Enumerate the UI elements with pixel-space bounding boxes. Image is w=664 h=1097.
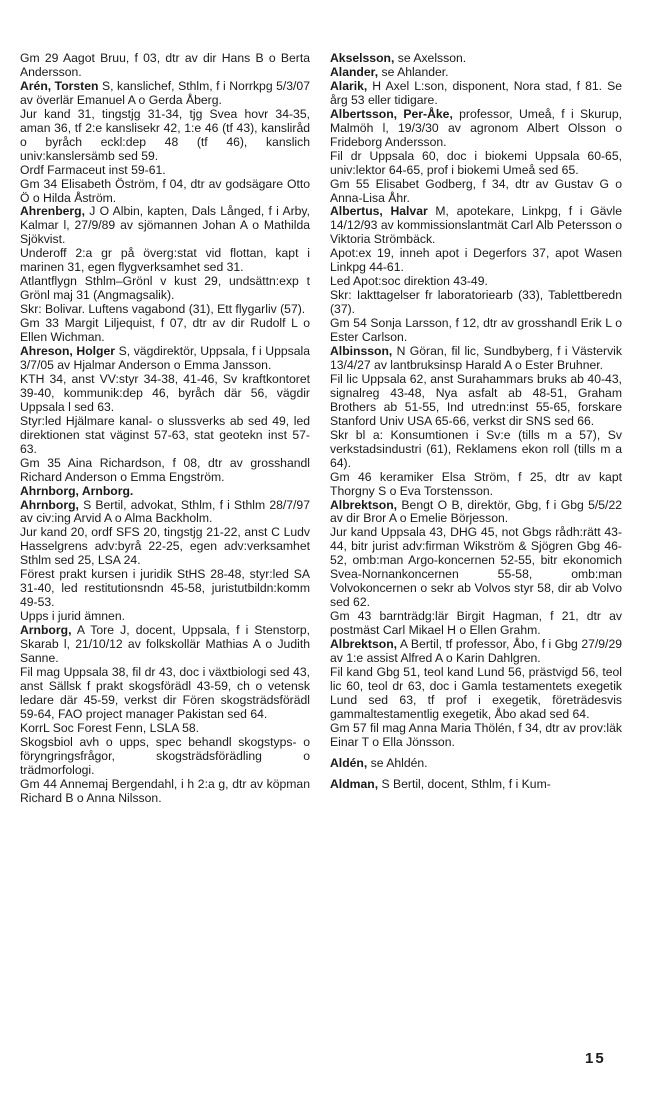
entry-name: Aldman, bbox=[330, 776, 379, 791]
entry-name: Ahreson, Holger bbox=[20, 344, 116, 359]
entry-heading-line bbox=[330, 108, 622, 150]
entry-heading-line bbox=[330, 80, 622, 108]
entry-heading-line bbox=[20, 345, 310, 373]
entry-name: Albinsson, bbox=[330, 344, 393, 359]
entry-text: J O Albin, kapten, Dals Långed, f i Arby, Kalmar l, 27/9/89 av sjömannen Johan A o Mathilda Sjökvist. bbox=[20, 204, 310, 247]
entry-heading-line bbox=[20, 624, 310, 666]
entry-heading-line bbox=[330, 52, 622, 66]
entry-text-line bbox=[20, 526, 310, 568]
entry-name: Arnborg, bbox=[20, 623, 72, 638]
entry-text-line bbox=[20, 373, 310, 415]
entry-text: Gm 46 keramiker Elsa Ström, f 25, dtr av kapt Thorgny S o Eva Torstensson. bbox=[330, 469, 622, 498]
entry-text-line bbox=[330, 471, 622, 499]
entry-text-line bbox=[330, 317, 622, 345]
entry-text-line bbox=[20, 778, 310, 806]
entry-text: Fil mag Uppsala 38, fil dr 43, doc i växtbiologi sed 43, anst Sällsk f prakt skogsförädl 43-59, ch o vetensk ledare där 45-59, verkst dir Fören skogsträdsförädl 59-64, FAO project manager Pakistan sed 64. bbox=[20, 664, 310, 721]
entry-text-line bbox=[20, 666, 310, 722]
entry-name: Albrektson, bbox=[330, 497, 398, 512]
entry-text-line bbox=[20, 317, 310, 345]
entry-text: Gm 57 fil mag Anna Maria Thölén, f 34, dtr av prov:läk Einar T o Ella Jönsson. bbox=[330, 720, 622, 749]
entry-text: KorrL Soc Forest Fenn, LSLA 58. bbox=[20, 720, 200, 735]
entry-text-line bbox=[330, 429, 622, 471]
entry-text: Upps i jurid ämnen. bbox=[20, 609, 125, 624]
entry-text-line bbox=[20, 415, 310, 457]
entry-text: Apot:ex 19, inneh apot i Degerfors 37, apot Wasen Linkpg 44-61. bbox=[330, 246, 622, 275]
entry-text: M, apotekare, Linkpg, f i Gävle 14/12/93 av kommissionslantmät Carl Alb Petersson o Viktoria Strömbäck. bbox=[330, 204, 622, 247]
entry-text: Gm 55 Elisabet Godberg, f 34, dtr av Gustav G o Anna-Lisa Åhr. bbox=[330, 176, 622, 205]
entry-heading-line bbox=[330, 66, 622, 80]
entry-text: Jur kand Uppsala 43, DHG 45, not Gbgs rådh:rätt 43-44, bitr jurist adv:firman Wikström & Sjögren Gbg 46-52, omb:man Argo-koncernen 52-55, bitr ekonomich Svea-Nornankoncernen 55-58, omb:man Volvokoncernen o sekr ab Volvos styr 58, dir ab Volvo sed 62. bbox=[330, 525, 622, 610]
entry-text: Styr:led Hjälmare kanal- o slussverks ab sed 49, led direktionen stat väginst 57-63, stat geotekn inst 57-63. bbox=[20, 413, 310, 456]
entry-text: Bengt O B, direktör, Gbg, f i Gbg 5/5/22 av dir Bror A o Emelie Börjesson. bbox=[330, 497, 622, 526]
entry-name: Albertsson, Per-Åke, bbox=[330, 106, 453, 121]
entry-text: Skr: Bolivar. Luftens vagabond (31), Ett flygarliv (57). bbox=[20, 302, 306, 317]
entry-name: Ahrenberg, bbox=[20, 204, 86, 219]
entry-text-line bbox=[20, 247, 310, 275]
entry-text: professor, Umeå, f i Skurup, Malmöh l, 19/3/30 av agronom Albert Olsson o Frideborg Andersson. bbox=[330, 106, 622, 149]
entry-name: Ahrnborg, Arnborg. bbox=[20, 483, 134, 498]
entry-text: Jur kand 31, tingstjg 31-34, tjg Svea hovr 34-35, aman 36, tf 2:e kanslisekr 42, 1:e 46 (tf 43), kansliråd o byråch eckl:dep 48 (tf 46), kanslich univ:kanslersämb sed 59. bbox=[20, 106, 310, 163]
entry-heading-line bbox=[20, 205, 310, 247]
entry-text: Förest prakt kursen i juridik StHS 28-48, styr:led SA 31-40, led restitutionsndn 45-58, juristutbildn:komm 49-53. bbox=[20, 567, 310, 610]
entry-text-line bbox=[330, 150, 622, 178]
entry-text-line bbox=[20, 722, 310, 736]
entry-text: Gm 54 Sonja Larsson, f 12, dtr av grosshandl Erik L o Ester Carlson. bbox=[330, 316, 622, 345]
entry-text-line bbox=[20, 178, 310, 206]
entry-name: Alarik, bbox=[330, 78, 368, 93]
entry-text: Fil dr Uppsala 60, doc i biokemi Uppsala 60-65, univ:lektor 64-65, prof i biokemi Umeå sed 65. bbox=[330, 148, 622, 177]
right-column bbox=[330, 52, 622, 792]
entry-text-line bbox=[20, 164, 310, 178]
entry-text: Gm 29 Aagot Bruu, f 03, dtr av dir Hans B o Berta Andersson. bbox=[20, 51, 310, 79]
entry-text: Gm 33 Margit Liljequist, f 07, dtr av dir Rudolf L o Ellen Wichman. bbox=[20, 316, 310, 345]
entry-text-line bbox=[330, 666, 622, 722]
entry-text: Skogsbiol avh o upps, spec behandl skogstyps- o föryngringsfrågor, skogsträdsförädling o trädmorfologi. bbox=[20, 734, 310, 777]
entry-text: S Bertil, advokat, Sthlm, f i Sthlm 28/7/97 av civ:ing Arvid A o Alma Backholm. bbox=[20, 497, 310, 526]
entry-text: se Axelsson. bbox=[394, 51, 467, 65]
entry-text-line bbox=[20, 108, 310, 164]
entry-text: Fil kand Gbg 51, teol kand Lund 56, prästvigd 56, teol lic 60, teol dr 63, doc i Gamla testamentets exegetik Lund sed 63, tf prof i exegetik, företrädesvis gammaltestamentlig exegetik, Åbo akad sed 64. bbox=[330, 664, 622, 721]
entry-text: Fil lic Uppsala 62, anst Surahammars bruks ab 40-43, signalreg 43-48, Nya asfalt ab 48-51, Graham Brothers ab 51-55, Ind utredn:inst 55-65, forskare Stanford Univ USA 65-66, verkst dir SNS sed 66. bbox=[330, 371, 622, 428]
entry-text-line bbox=[20, 736, 310, 778]
entry-text-line bbox=[20, 457, 310, 485]
entry-heading-line bbox=[330, 205, 622, 247]
entry-text-line bbox=[330, 178, 622, 206]
entry-text-line bbox=[330, 526, 622, 610]
entry-text: se Ahldén. bbox=[367, 755, 428, 770]
entry-text: Ordf Farmaceut inst 59-61. bbox=[20, 162, 166, 177]
entry-text: Jur kand 20, ordf SFS 20, tingstjg 21-22, anst C Ludv Hasselgrens adv:byrå 22-25, egen adv:verksamhet Sthlm sed 25, LSA 24. bbox=[20, 525, 310, 568]
entry-text: H Axel L:son, disponent, Nora stad, f 81. Se årg 53 eller tidigare. bbox=[330, 78, 622, 107]
entry-text: Gm 44 Annemaj Bergendahl, i h 2:a g, dtr av köpman Richard B o Anna Nilsson. bbox=[20, 776, 310, 805]
entry-text: N Göran, fil lic, Sundbyberg, f i Västervik 13/4/27 av lantbruksinsp Harald A o Ester Bruhner. bbox=[330, 344, 622, 372]
entry-text-line bbox=[330, 610, 622, 638]
entry-heading-line bbox=[20, 499, 310, 527]
entry-name: Aldén, bbox=[330, 755, 368, 770]
entry-heading-line bbox=[20, 80, 310, 108]
entry-text: Underoff 2:a gr på överg:stat vid flottan, kapt i marinen 31, egen flygverksamhet sed 31. bbox=[20, 246, 310, 275]
entry-text-line bbox=[20, 275, 310, 303]
left-column bbox=[20, 52, 310, 805]
entry-name: Albrektson, bbox=[330, 637, 398, 652]
entry-name: Albertus, Halvar bbox=[330, 204, 428, 219]
entry-text: A Tore J, docent, Uppsala, f i Stenstorp, Skarab l, 21/10/12 av folkskollär Mathias A o Judith Sanne. bbox=[20, 623, 310, 665]
entry-heading-line bbox=[330, 345, 622, 373]
entry-text: Atlantflygn Sthlm–Grönl v kust 29, undsättn:exp t Grönl maj 31 (Angmagsalik). bbox=[20, 274, 310, 303]
entry-text: Led Apot:soc direktion 43-49. bbox=[330, 274, 488, 289]
entry-heading-line bbox=[330, 638, 622, 666]
entry-text-line bbox=[20, 52, 310, 80]
entry-text: Skr: Iakttagelser fr laboratoriearb (33), Tablettberedn (37). bbox=[330, 288, 622, 317]
entry-text: Gm 34 Elisabeth Öström, f 04, dtr av godsägare Otto Ö o Hilda Åström. bbox=[20, 176, 310, 205]
entry-text-line bbox=[20, 303, 310, 317]
entry-text-line bbox=[330, 373, 622, 429]
entry-name: Alander, bbox=[330, 64, 379, 79]
entry-text: Gm 35 Aina Richardson, f 08, dtr av grosshandl Richard Anderson o Emma Engström. bbox=[20, 455, 310, 484]
entry-name: Akselsson, bbox=[330, 51, 395, 65]
entry-text-line bbox=[20, 568, 310, 610]
entry-heading-line bbox=[330, 778, 622, 792]
entry-text: KTH 34, anst VV:styr 34-38, 41-46, Sv kraftkontoret 39-40, kommunik:dep 46, byråch där 56, vägdir Uppsala l sed 63. bbox=[20, 371, 310, 414]
entry-text-line bbox=[330, 275, 622, 289]
entry-text: Skr bl a: Konsumtionen i Sv:e (tills m a 57), Sv verkstadsindustri (61), Reklamens ekon roll (tills m a 64). bbox=[330, 427, 622, 470]
entry-text: S, kanslichef, Sthlm, f i Norrkpg 5/3/07 av överlär Emanuel A o Gerda Åberg. bbox=[20, 78, 310, 107]
entry-text-line bbox=[330, 289, 622, 317]
entry-text: se Ahlander. bbox=[378, 64, 449, 79]
entry-name: Arén, Torsten bbox=[20, 78, 99, 93]
entry-text-line bbox=[20, 610, 310, 624]
entry-text-line bbox=[330, 247, 622, 275]
entry-text: S, vägdirektör, Uppsala, f i Uppsala 3/7/05 av Hjalmar Anderson o Emma Jansson. bbox=[20, 344, 310, 372]
entry-heading-line bbox=[20, 485, 310, 499]
entry-text: A Bertil, tf professor, Åbo, f i Gbg 27/9/29 av 1:e assist Alfred A o Karin Dahlgren. bbox=[330, 637, 622, 665]
entry-text-line bbox=[330, 722, 622, 750]
entry-heading-line bbox=[330, 757, 622, 771]
entry-name: Ahrnborg, bbox=[20, 497, 79, 512]
page-number: 15 bbox=[585, 1050, 606, 1067]
entry-heading-line bbox=[330, 499, 622, 527]
entry-text: S Bertil, docent, Sthlm, f i Kum- bbox=[378, 776, 551, 791]
entry-text: Gm 43 barnträdg:lär Birgit Hagman, f 21, dtr av postmäst Carl Mikael H o Ellen Grahm. bbox=[330, 609, 622, 638]
